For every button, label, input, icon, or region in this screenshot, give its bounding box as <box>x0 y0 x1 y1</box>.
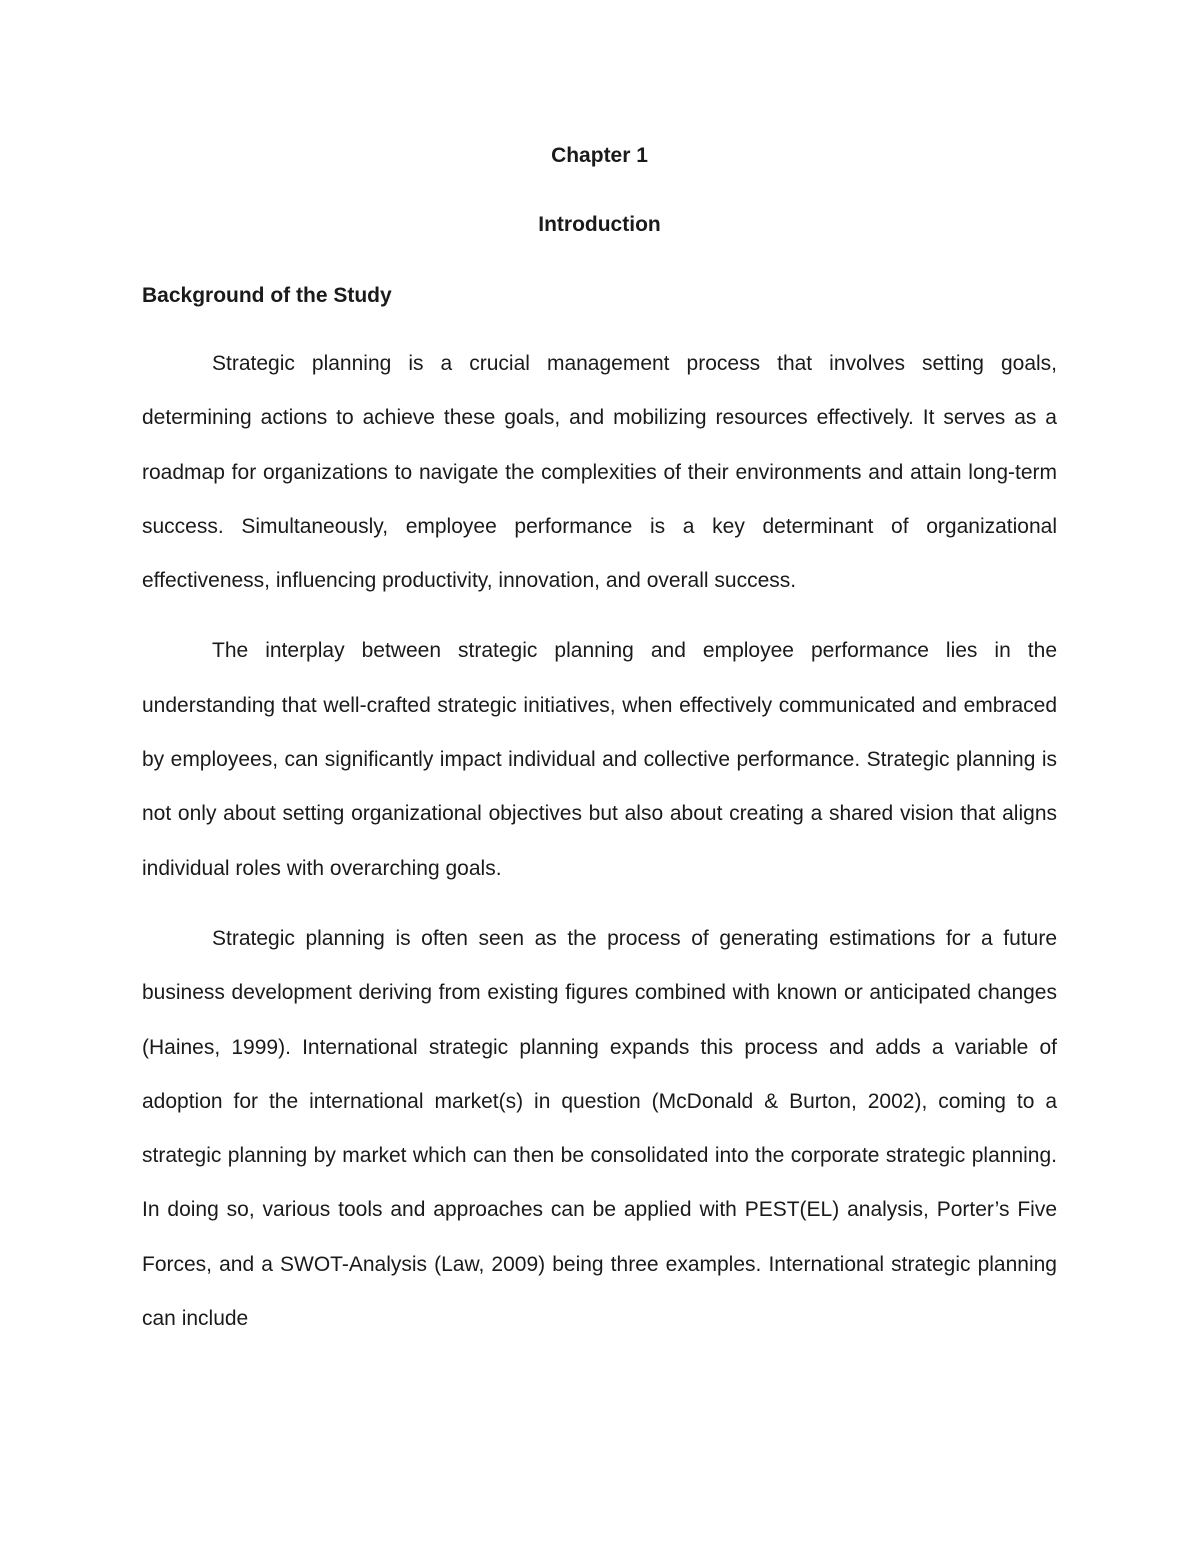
page-title: Introduction <box>538 213 661 236</box>
section-heading: Background of the Study <box>142 284 392 307</box>
chapter-heading: Chapter 1 <box>551 144 648 167</box>
paragraph-3: Strategic planning is often seen as the process of generating estimations for a future business development deriving from existing figures combined with known or anticipated changes (Haines, 1999). International strategic planning expands this process and adds a variable of adoption for the international market(s) in question (McDonald & Burton, 2002), coming to a strategic planning by market which can then be consolidated into the corporate strategic planning. In doing so, various tools and approaches can be applied with PEST(EL) analysis, Porter’s Five Forces, and a SWOT-Analysis (Law, 2009) being three examples. International strategic planning can include <box>142 926 1057 1331</box>
body-text <box>142 337 1057 1362</box>
paragraph-1: Strategic planning is a crucial management process that involves setting goals, determining actions to achieve these goals, and mobilizing resources effectively. It serves as a roadmap for organizations to navigate the complexities of their environments and attain long-term success. Simultaneously, employee performance is a key determinant of organizational effectiveness, influencing productivity, innovation, and overall success. <box>142 352 1057 593</box>
paragraph-2: The interplay between strategic planning and employee performance lies in the understanding that well-crafted strategic initiatives, when effectively communicated and embraced by employees, can significantly impact individual and collective performance. Strategic planning is not only about setting organizational objectives but also about creating a shared vision that aligns individual roles with overarching goals. <box>142 639 1057 880</box>
